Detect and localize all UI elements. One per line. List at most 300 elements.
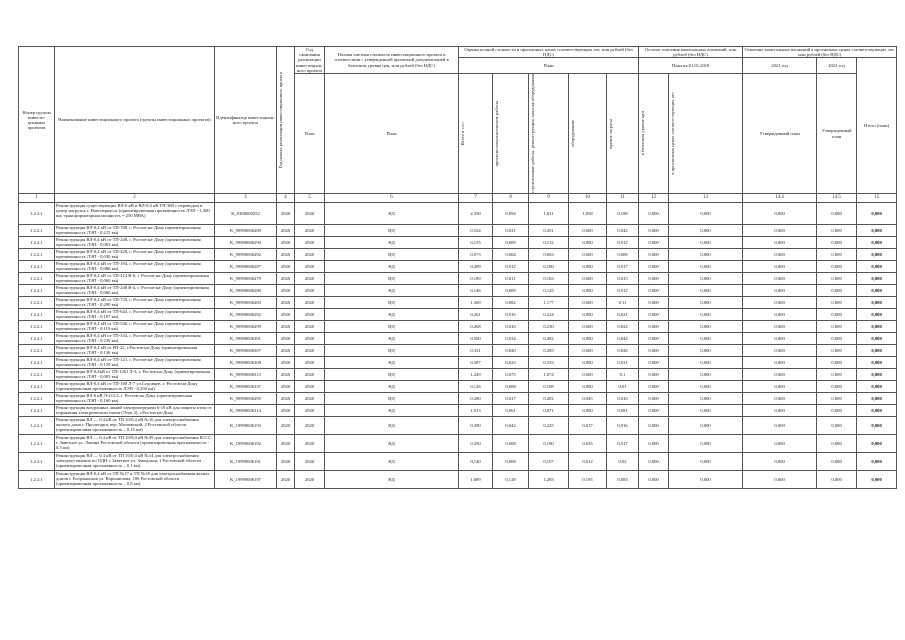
remaining-forecast-cell: 0,000	[669, 203, 743, 225]
pir-cell: 0,011	[493, 273, 529, 285]
table-row	[19, 345, 897, 357]
header-project-name: Наименование инвестиционного проекта (группы инвестиционных проектов)	[55, 47, 215, 194]
project-id-cell: K_99990006292	[215, 249, 277, 261]
equipment-cell: 0,000	[569, 357, 607, 369]
project-id-cell: K_99990006279	[215, 273, 277, 285]
equipment-cell: 0,000	[569, 309, 607, 321]
table-row	[19, 285, 897, 297]
col-number: 14.5	[817, 194, 857, 203]
header-year-2021: 2021 год	[743, 58, 817, 74]
remaining-forecast-cell: 0,000	[669, 225, 743, 237]
other-cell: 0,015	[607, 273, 639, 285]
plan-2021-cell: 0,000	[743, 249, 817, 261]
total-plan-cell: 0,000	[857, 357, 897, 369]
group-number-cell: 1.2.2.1	[19, 273, 55, 285]
header-pir: проектно-изыскательские работы	[493, 74, 529, 194]
header-development: Освоение капитальных вложений в прогнозных ценах соответствующих лет, млн рублей (без НДС)	[744, 47, 895, 58]
remaining-base-cell: 0,000	[639, 405, 669, 417]
end-year-cell: 2020	[295, 435, 325, 453]
equipment-cell: 0,000	[569, 321, 607, 333]
group-number-cell: 1.2.2.1	[19, 285, 55, 297]
header-year-2022: 2022 год	[817, 58, 857, 74]
remaining-base-cell: 0,000	[639, 333, 669, 345]
plan-2021-cell: 0,000	[743, 345, 817, 357]
remaining-base-cell: 0,000	[639, 203, 669, 225]
group-number-cell: 1.2.2.1	[19, 297, 55, 309]
project-name-cell: Реконструкция ВЛ-0,4 кВ от ТП-194, г. Ростов-на-Дону (ориентировочная протяженность ЛЭП - 0,086 км)	[55, 261, 215, 273]
group-number-cell: 1.2.2.1	[19, 345, 55, 357]
header-project-id: Идентификатор инвестицион-ного проекта	[215, 47, 277, 194]
end-year-cell: 2020	[295, 381, 325, 393]
plan-2021-cell: 0,000	[743, 309, 817, 321]
equipment-cell: 0,045	[569, 393, 607, 405]
estimate-cell: НД	[325, 261, 459, 273]
header-plan-col6: План	[325, 74, 459, 194]
table-row	[19, 273, 897, 285]
group-number-cell: 1.2.2.1	[19, 249, 55, 261]
end-year-cell: 2020	[295, 369, 325, 381]
smr-cell: 0,451	[529, 225, 569, 237]
total-cell: 0,387	[459, 357, 493, 369]
plan-2022-cell: 0,000	[817, 297, 857, 309]
start-year-cell: 2020	[277, 309, 295, 321]
pir-cell: 0,042	[493, 417, 529, 435]
table-row	[19, 381, 897, 393]
start-year-cell: 2020	[277, 393, 295, 405]
header-forecast-prices: в прогнозных ценах соответствующих лет	[669, 74, 743, 194]
end-year-cell: 2020	[295, 297, 325, 309]
project-id-cell: K_99990006299	[215, 321, 277, 333]
project-name-cell: Реконструкция ВЛ — 0,4 кВ от ТП 10/0,4 кВ №16 для электроснабжения жилого дома г. Пролетарск пер. Мазаевский, 2 Ростовской области (ориентировочная протяженность – 0,15 км)	[55, 417, 215, 435]
other-cell: 0,1	[607, 369, 639, 381]
total-plan-cell: 0,000	[857, 471, 897, 489]
total-plan-cell: 0,000	[857, 381, 897, 393]
total-cell: 0,209	[459, 261, 493, 273]
project-id-cell: K_99990006287	[215, 261, 277, 273]
total-cell: 1,369	[459, 297, 493, 309]
other-cell: 0,031	[607, 357, 639, 369]
pir-cell: 0,012	[493, 261, 529, 273]
group-number-cell: 1.2.2.1	[19, 237, 55, 249]
remaining-forecast-cell: 0,000	[669, 369, 743, 381]
plan-2022-cell: 0,000	[817, 285, 857, 297]
plan-2022-cell: 0,000	[817, 369, 857, 381]
header-plan: План	[459, 58, 639, 74]
total-cell: 2,350	[459, 203, 493, 225]
smr-cell: 0,180	[529, 261, 569, 273]
project-name-cell: Реконструкция ВЛ-0,4 кВ от ТП-414 В-6, г. Ростов-на-Дону (ориентировочная протяженность ЛЭП - 0,060 км)	[55, 273, 215, 285]
col-number: 7	[459, 194, 493, 203]
remaining-base-cell: 0,000	[639, 471, 669, 489]
group-number-cell: 1.2.2.1	[19, 471, 55, 489]
col-number: 5	[295, 194, 325, 203]
pir-cell: 0,004	[493, 249, 529, 261]
table-row	[19, 405, 897, 417]
estimate-cell: НД	[325, 435, 459, 453]
project-id-cell: K_19999006197	[215, 471, 277, 489]
remaining-base-cell: 0,000	[639, 285, 669, 297]
other-cell: 0,01	[607, 381, 639, 393]
pir-cell: 0,008	[493, 453, 529, 471]
project-name-cell: Реконструкция ВЛ-0,4 кВ от ТП-188 Л-7 ул.Седовцев, г. Ростов-на-Дону (ориентировочная протяженность ЛЭП - 0,230 км)	[55, 381, 215, 393]
smr-cell: 0,125	[529, 285, 569, 297]
project-name-cell: Реконструкция ВЛ-0,4 кВ от ТП-643, г. Ростов-на-Дону (ориентировочная протяженность ЛЭП - 0,107 км)	[55, 309, 215, 321]
smr-cell: 0,063	[529, 249, 569, 261]
total-cell: 0,261	[459, 309, 493, 321]
total-plan-cell: 0,000	[857, 345, 897, 357]
plan-2021-cell: 0,000	[743, 225, 817, 237]
group-number-cell: 1.2.2.1	[19, 309, 55, 321]
estimate-cell: НД	[325, 203, 459, 225]
header-approved-2022: Утвержденный план	[817, 74, 857, 194]
equipment-cell: 0,000	[569, 261, 607, 273]
end-year-cell: 2020	[295, 321, 325, 333]
estimate-cell: НД	[325, 405, 459, 417]
project-id-cell: K_19999006193	[215, 417, 277, 435]
project-name-cell: Реконструкция ВЛ-0,4 кВ от ТП-248 В-4, г. Ростов-на-Дону (ориентировочная протяженность ЛЭП - 0,060 км)	[55, 285, 215, 297]
plan-2021-cell: 0,000	[743, 369, 817, 381]
smr-cell: 0,190	[529, 435, 569, 453]
remaining-base-cell: 0,000	[639, 297, 669, 309]
table-row	[19, 309, 897, 321]
project-id-cell: K_99990006290	[215, 237, 277, 249]
remaining-base-cell: 0,000	[639, 381, 669, 393]
smr-cell: 0,224	[529, 309, 569, 321]
estimate-cell: НД	[325, 273, 459, 285]
plan-2022-cell: 0,000	[817, 261, 857, 273]
other-cell: 0,016	[607, 393, 639, 405]
plan-2021-cell: 0,000	[743, 203, 817, 225]
plan-2022-cell: 0,000	[817, 249, 857, 261]
start-year-cell: 2020	[277, 471, 295, 489]
header-remaining: Остаток освоения капитальных вложений, млн рублей (без НДС)	[639, 47, 743, 58]
col-number: 9	[529, 194, 569, 203]
estimate-cell: НД	[325, 225, 459, 237]
end-year-cell: 2020	[295, 273, 325, 285]
smr-cell: 1,011	[529, 203, 569, 225]
other-cell: 0,021	[607, 309, 639, 321]
smr-cell: 1,177	[529, 297, 569, 309]
remaining-forecast-cell: 0,000	[669, 261, 743, 273]
col-number: 10	[569, 194, 607, 203]
estimate-cell: НД	[325, 357, 459, 369]
total-plan-cell: 0,000	[857, 203, 897, 225]
remaining-base-cell: 0,000	[639, 357, 669, 369]
group-number-cell: 1.2.2.1	[19, 357, 55, 369]
table-row	[19, 261, 897, 273]
estimate-cell: НД	[325, 285, 459, 297]
smr-cell: 0,871	[529, 405, 569, 417]
header-plan-on-date: План на 01.01.2018	[639, 58, 743, 74]
end-year-cell: 2020	[295, 345, 325, 357]
remaining-forecast-cell: 0,000	[669, 321, 743, 333]
smr-cell: 0,132	[529, 237, 569, 249]
pir-cell: 0,008	[493, 381, 529, 393]
end-year-cell: 2020	[295, 405, 325, 417]
group-number-cell: 1.2.2.1	[19, 393, 55, 405]
total-cell: 0,250	[459, 435, 493, 453]
plan-2022-cell: 0,000	[817, 225, 857, 237]
start-year-cell: 2020	[277, 249, 295, 261]
remaining-base-cell: 0,000	[639, 225, 669, 237]
total-plan-cell: 0,000	[857, 297, 897, 309]
total-plan-cell: 0,000	[857, 237, 897, 249]
col-number: 6	[325, 194, 459, 203]
project-name-cell: Реконструкция ВЛ-0,4 кВ от ТП-248, г. Ростов-на-Дону (ориентировочная протяженность ЛЭП - 0,063 км)	[55, 237, 215, 249]
plan-2021-cell: 0,000	[743, 405, 817, 417]
col-number: 13	[669, 194, 743, 203]
end-year-cell: 2020	[295, 453, 325, 471]
pir-cell: 0,034	[493, 333, 529, 345]
plan-2022-cell: 0,000	[817, 273, 857, 285]
total-plan-cell: 0,000	[857, 435, 897, 453]
other-cell: 0,11	[607, 297, 639, 309]
end-year-cell: 2020	[295, 285, 325, 297]
group-number-cell: 1.2.2.1	[19, 203, 55, 225]
total-cell: 1,689	[459, 471, 493, 489]
remaining-base-cell: 0,000	[639, 417, 669, 435]
group-number-cell: 1.2.2.1	[19, 225, 55, 237]
other-cell: 0,017	[607, 261, 639, 273]
end-year-cell: 2020	[295, 203, 325, 225]
other-cell: 0,083	[607, 471, 639, 489]
total-cell: 0,073	[459, 249, 493, 261]
header-end-year: Год окончания реализации инвестицион-ного проекта	[296, 47, 323, 73]
total-plan-cell: 0,000	[857, 333, 897, 345]
total-cell: 0,140	[459, 453, 493, 471]
total-plan-cell: 0,000	[857, 417, 897, 435]
remaining-forecast-cell: 0,000	[669, 357, 743, 369]
equipment-cell: 0,000	[569, 285, 607, 297]
total-cell: 0,524	[459, 225, 493, 237]
header-start-year: Год начала реализации инвестиционного проекта	[277, 47, 295, 194]
project-name-cell: Реконструкция ВЛ-0,4 кВ от РП-22, г.Ростов-на-Дону (ориентировочная протяженность ЛЭП - 0,136 км)	[55, 345, 215, 357]
total-plan-cell: 0,000	[857, 261, 897, 273]
equipment-cell: 0,000	[569, 345, 607, 357]
table-row	[19, 237, 897, 249]
start-year-cell: 2020	[277, 405, 295, 417]
project-name-cell: Реконструкция ВЛ-0,4 кВ от ТП-334, г. Ростов-на-Дону (ориентировочная протяженность ЛЭП - 0,239 км)	[55, 333, 215, 345]
remaining-base-cell: 0,000	[639, 369, 669, 381]
estimate-cell: НД	[325, 417, 459, 435]
table-row	[19, 297, 897, 309]
project-name-cell: Реконструкция ВЛ-0,4 кВ от ТП №17 и ТП №18 для электроснабжения жилых домов г. Егорлыкская ул. Ворошилова, 106 Ростовской области (ориентировочная протяженность – 0,8 км)	[55, 471, 215, 489]
pir-cell: 0,075	[493, 369, 529, 381]
remaining-base-cell: 0,000	[639, 309, 669, 321]
total-plan-cell: 0,000	[857, 309, 897, 321]
project-id-cell: K_99990006337	[215, 381, 277, 393]
pir-cell: 0,009	[493, 285, 529, 297]
total-plan-cell: 0,000	[857, 453, 897, 471]
project-name-cell: Реконструкция ВЛ-0,4 кВ от ТП-735, г. Ростов-на-Дону (ориентировочная протяженность ЛЭП - 0,290 км)	[55, 297, 215, 309]
start-year-cell: 2020	[277, 381, 295, 393]
header-equipment: оборудование	[569, 74, 607, 194]
plan-2022-cell: 0,000	[817, 435, 857, 453]
other-cell: 0,081	[607, 405, 639, 417]
plan-2022-cell: 0,000	[817, 453, 857, 471]
estimate-cell: НД	[325, 237, 459, 249]
end-year-cell: 2020	[295, 261, 325, 273]
pir-cell: 0,031	[493, 225, 529, 237]
equipment-cell: 1,058	[569, 203, 607, 225]
estimate-cell: НД	[325, 345, 459, 357]
plan-2021-cell: 0,000	[743, 285, 817, 297]
remaining-base-cell: 0,000	[639, 321, 669, 333]
project-name-cell: Реконструкция ВЛ — 0,4 кВ от ТП 10/0,4 кВ №39 для электроснабжения БССС г. Заветное ул. Ленина Ростовской области (ориентировочная протяженность - 0,5 км)	[55, 435, 215, 453]
group-number-cell: 1.2.2.1	[19, 435, 55, 453]
total-cell: 0,560	[459, 333, 493, 345]
equipment-cell: 0,000	[569, 333, 607, 345]
other-cell: 0,012	[607, 237, 639, 249]
remaining-forecast-cell: 0,000	[669, 309, 743, 321]
header-plan-col5: План	[295, 74, 325, 194]
table-row	[19, 203, 897, 225]
plan-2021-cell: 0,000	[743, 297, 817, 309]
start-year-cell: 2020	[277, 321, 295, 333]
end-year-cell: 2020	[295, 333, 325, 345]
remaining-base-cell: 0,000	[639, 393, 669, 405]
plan-2022-cell: 0,000	[817, 237, 857, 249]
header-other: прочие затраты	[607, 74, 639, 194]
pir-cell: 0,008	[493, 435, 529, 453]
total-cell: 0,189	[459, 273, 493, 285]
col-number: 15	[857, 194, 897, 203]
plan-2022-cell: 0,000	[817, 381, 857, 393]
plan-2021-cell: 0,000	[743, 273, 817, 285]
start-year-cell: 2020	[277, 333, 295, 345]
total-cell: 1,249	[459, 369, 493, 381]
total-cell: 0,146	[459, 285, 493, 297]
project-id-cell: K_99990006301	[215, 333, 277, 345]
remaining-forecast-cell: 0,000	[669, 381, 743, 393]
remaining-forecast-cell: 0,000	[669, 333, 743, 345]
remaining-forecast-cell: 0,000	[669, 345, 743, 357]
start-year-cell: 2020	[277, 369, 295, 381]
table-row	[19, 249, 897, 261]
estimate-cell: НД	[325, 297, 459, 309]
col-number: 1	[19, 194, 55, 203]
start-year-cell: 2020	[277, 357, 295, 369]
smr-cell: 0,230	[529, 321, 569, 333]
project-id-cell: K_99990006289	[215, 225, 277, 237]
equipment-cell: 0,000	[569, 249, 607, 261]
remaining-forecast-cell: 0,000	[669, 273, 743, 285]
start-year-cell: 2020	[277, 345, 295, 357]
table-row	[19, 471, 897, 489]
pir-cell: 0,094	[493, 203, 529, 225]
plan-2022-cell: 0,000	[817, 393, 857, 405]
project-id-cell: K_0300000252	[215, 203, 277, 225]
smr-cell: 0,163	[529, 273, 569, 285]
start-year-cell: 2020	[277, 261, 295, 273]
other-cell: 0,026	[607, 345, 639, 357]
remaining-forecast-cell: 0,000	[669, 249, 743, 261]
start-year-cell: 2020	[277, 417, 295, 435]
project-id-cell: K_99990006307	[215, 345, 277, 357]
remaining-forecast-cell: 0,000	[669, 435, 743, 453]
col-number: 11	[607, 194, 639, 203]
remaining-base-cell: 0,000	[639, 453, 669, 471]
equipment-cell: 0,000	[569, 237, 607, 249]
remaining-forecast-cell: 0,000	[669, 237, 743, 249]
plan-2022-cell: 0,000	[817, 309, 857, 321]
end-year-cell: 2020	[295, 417, 325, 435]
plan-2022-cell: 0,000	[817, 417, 857, 435]
plan-2022-cell: 0,000	[817, 203, 857, 225]
total-cell: 0,331	[459, 345, 493, 357]
pir-cell: 0,128	[493, 471, 529, 489]
estimate-cell: НД	[325, 471, 459, 489]
remaining-forecast-cell: 0,000	[669, 297, 743, 309]
table-row	[19, 393, 897, 405]
group-number-cell: 1.2.2.1	[19, 381, 55, 393]
start-year-cell: 2020	[277, 273, 295, 285]
pir-cell: 0,020	[493, 345, 529, 357]
start-year-cell: 2020	[277, 237, 295, 249]
project-id-cell: K_99990006282	[215, 309, 277, 321]
plan-2021-cell: 0,000	[743, 333, 817, 345]
pir-cell: 0,082	[493, 297, 529, 309]
end-year-cell: 2020	[295, 237, 325, 249]
project-id-cell: K_99990006280	[215, 285, 277, 297]
plan-2021-cell: 0,000	[743, 471, 817, 489]
other-cell: 0,022	[607, 321, 639, 333]
col-number: 3	[215, 194, 277, 203]
end-year-cell: 2020	[295, 249, 325, 261]
pir-cell: 0,061	[493, 405, 529, 417]
total-plan-cell: 0,000	[857, 369, 897, 381]
project-id-cell: K_99990006314	[215, 405, 277, 417]
start-year-cell: 2020	[277, 285, 295, 297]
end-year-cell: 2020	[295, 309, 325, 321]
project-name-cell: Реконструкция ВЛ-6 кВ Л-211/2, г. Ростов-на-Дону (ориентировочная протяженность ЛЭП - 0,160 км)	[55, 393, 215, 405]
total-plan-cell: 0,000	[857, 225, 897, 237]
total-plan-cell: 0,000	[857, 405, 897, 417]
total-plan-cell: 0,000	[857, 249, 897, 261]
project-name-cell: Реконструкция ВЛ-0,4 кВ от ТП-546, г. Ростов-на-Дону (ориентировочная протяженность ЛЭП - 0,110 км)	[55, 321, 215, 333]
table-body	[19, 203, 897, 489]
project-name-cell: Реконструкция ВЛ-0,4 кВ от ТП-121, г. Ростов-на-Дону (ориентировочная протяженность ЛЭП - 0,159 км)	[55, 357, 215, 369]
total-cell: 0,390	[459, 417, 493, 435]
document-sheet	[18, 46, 895, 489]
remaining-base-cell: 0,000	[639, 249, 669, 261]
project-id-cell: K_99990006315	[215, 369, 277, 381]
group-number-cell: 1.2.2.1	[19, 417, 55, 435]
estimate-cell: НД	[325, 333, 459, 345]
project-name-cell: Реконструкция ВЛ — 0,4 кВ от ТП 10/0,4 кВ №14 для электроснабжения электроустановок по ОДН г. Заветное ул. Заводская, 1 Ростовской области (ориентировочная протяженность – 0,1 км)	[55, 453, 215, 471]
header-total-incl: Всего в т.ч.:	[459, 74, 493, 194]
col-number: 4	[277, 194, 295, 203]
other-cell: 0,016	[607, 417, 639, 435]
table-row	[19, 333, 897, 345]
start-year-cell: 2020	[277, 225, 295, 237]
estimate-cell: НД	[325, 393, 459, 405]
equipment-cell: 0,012	[569, 453, 607, 471]
remaining-base-cell: 0,000	[639, 435, 669, 453]
plan-2021-cell: 0,000	[743, 381, 817, 393]
smr-cell: 0,107	[529, 453, 569, 471]
plan-2022-cell: 0,000	[817, 405, 857, 417]
total-cell: 0,126	[459, 381, 493, 393]
group-number-cell: 1.2.2.1	[19, 405, 55, 417]
total-plan-cell: 0,000	[857, 285, 897, 297]
plan-2022-cell: 0,000	[817, 471, 857, 489]
equipment-cell: 0,000	[569, 225, 607, 237]
plan-2021-cell: 0,000	[743, 357, 817, 369]
project-name-cell: Реконструкция ВЛ-0,4 кВ от ТП-428, г. Ростов-на-Дону (ориентировочная протяженность ЛЭП - 0,030 км)	[55, 249, 215, 261]
remaining-forecast-cell: 0,000	[669, 285, 743, 297]
total-plan-cell: 0,000	[857, 273, 897, 285]
